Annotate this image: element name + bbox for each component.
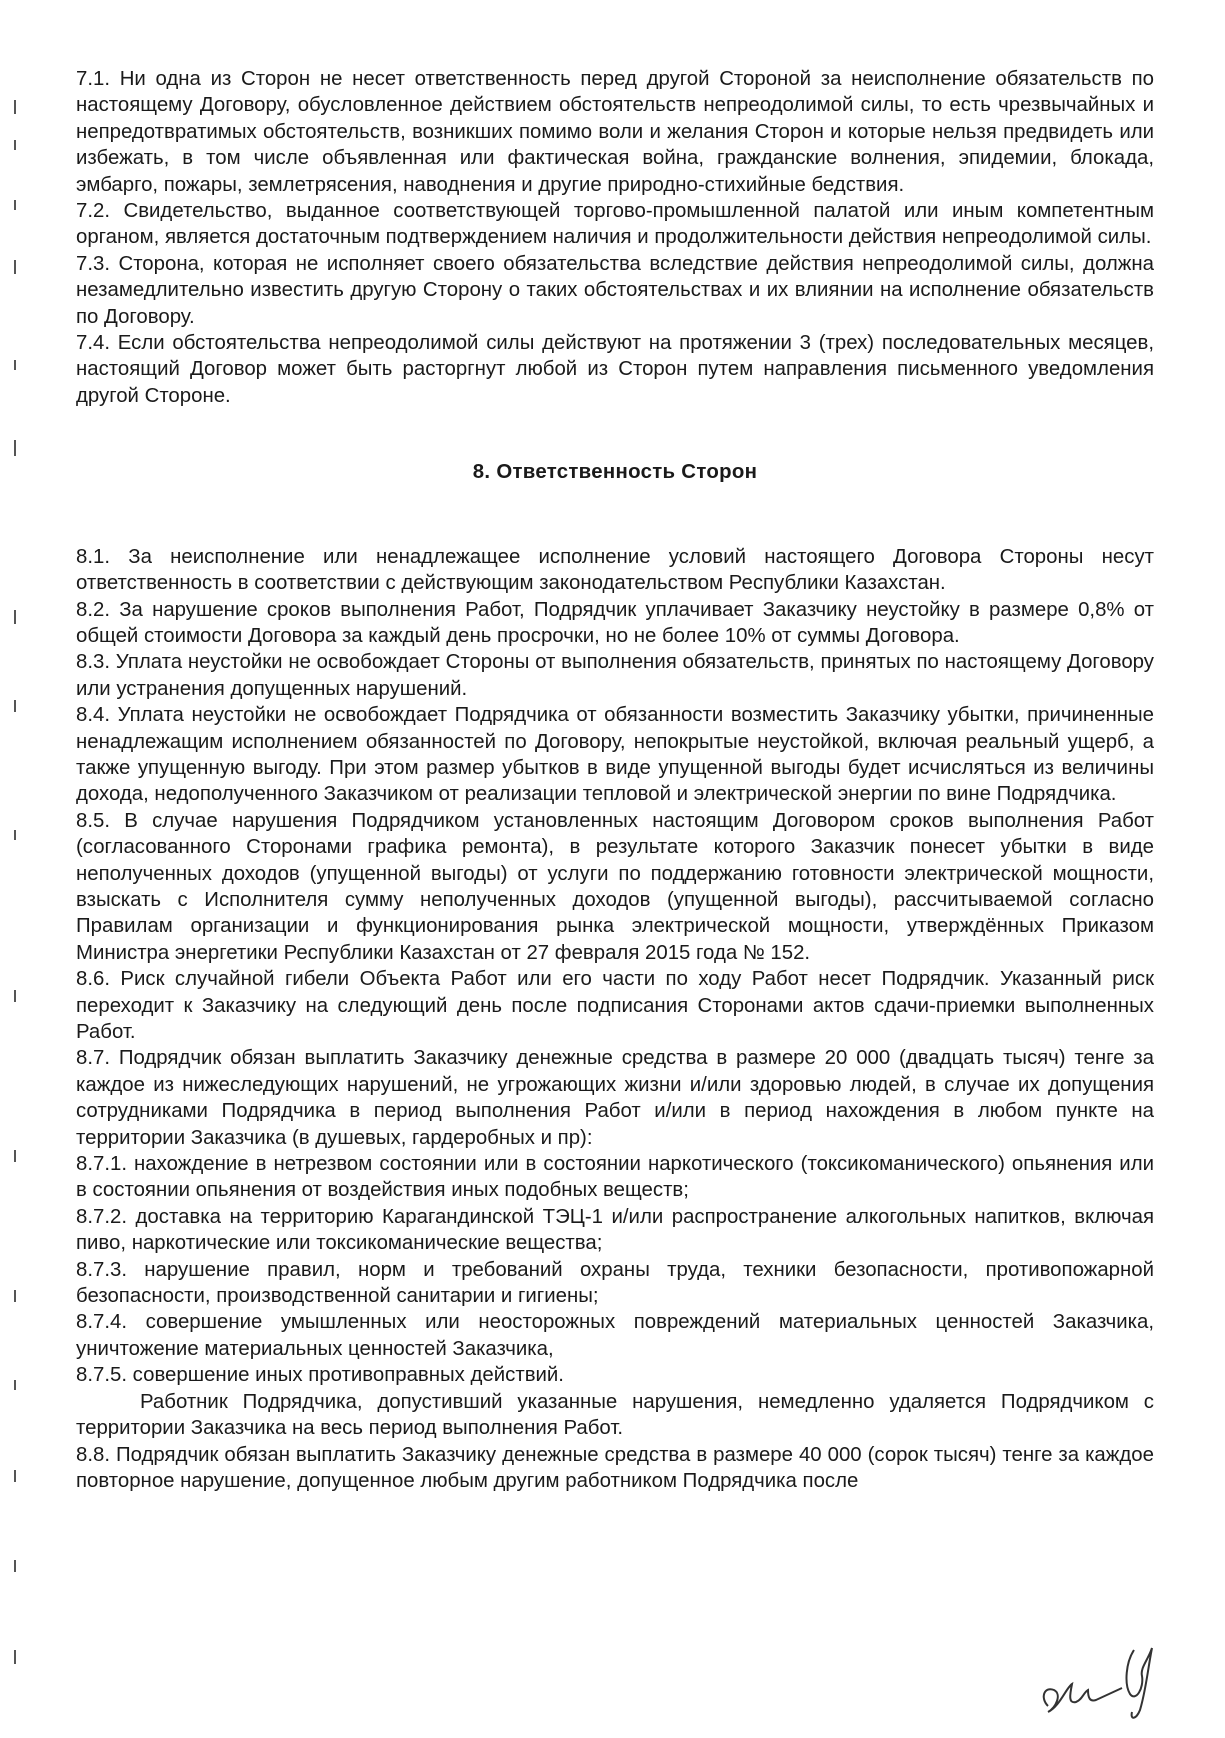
clause-8-4: 8.4. Уплата неустойки не освобождает Подрядчика от обязанности возместить Заказчику убытки, причиненные ненадлежащим исполнением обязанностей по Договору, непокрытые неустойкой, включая реальный ущерб, а также упущенную выгоду. При этом размер убытков в виде упущенной выгоды будет исчисляться из величины дохода, недополученного Заказчиком от реализации тепловой и электрической энергии по вине Подрядчика.	[76, 704, 1154, 806]
clause-8-8: 8.8. Подрядчик обязан выплатить Заказчику денежные средства в размере 40 000 (сорок тысяч) тенге за каждое повторное нарушение, допущенное любым другим работником Подрядчика после	[76, 1443, 1154, 1492]
clause-8-7: 8.7. Подрядчик обязан выплатить Заказчику денежные средства в размере 20 000 (двадцать тысяч) тенге за каждое из нижеследующих нарушений, не угрожающих жизни и/или здоровью людей, в случае их допущения сотрудниками Подрядчика в период выполнения Работ и/или в период нахождения в любом пункте на территории Заказчика (в душевых, гардеробных и пр):	[76, 1047, 1154, 1149]
clause-8-1: 8.1. За неисполнение или ненадлежащее исполнение условий настоящего Договора Стороны несут ответственность в соответствии с действующим законодательством Республики Казахстан.	[76, 545, 1154, 595]
clause-7-2: 7.2. Свидетельство, выданное соответствующей торгово-промышленной палатой или иным компетентным органом, является достаточным подтверждением наличия и продолжительности действия непреодолимой силы.	[76, 200, 1154, 249]
clause-8-3: 8.3. Уплата неустойки не освобождает Стороны от выполнения обязательств, принятых по настоящему Договору или устранения допущенных нарушений.	[76, 651, 1154, 700]
clause-8-7-4: 8.7.4. совершение умышленных или неосторожных повреждений материальных ценностей Заказчика, уничтожение материальных ценностей Заказчика,	[76, 1311, 1154, 1360]
scan-margin-mark	[14, 200, 16, 210]
scan-margin-mark	[14, 1290, 16, 1302]
clause-8-7-3: 8.7.3. нарушение правил, норм и требований охраны труда, техники безопасности, противопожарной безопасности, производственной санитарии и гигиены;	[76, 1258, 1154, 1308]
document-page	[76, 66, 1154, 1494]
scan-margin-mark	[14, 360, 16, 370]
handwritten-signature	[1030, 1628, 1170, 1728]
clause-7-4: 7.4. Если обстоятельства непреодолимой силы действуют на протяжении 3 (трех) последовательных месяцев, настоящий Договор может быть расторгнут любой из Сторон путем направления письменного уведомления другой Стороне.	[76, 332, 1154, 407]
clause-8-5: 8.5. В случае нарушения Подрядчиком установленных настоящим Договором сроков выполнения Работ (согласованного Сторонами графика ремонта), в результате которого Заказчик понесет убытки в виде неполученных доходов (упущенной выгоды) от услуги по поддержанию готовности электрической мощности, взыскать с Исполнителя сумму неполученных доходов (упущенной выгоды), рассчитываемой согласно Правилам организации и функционирования рынка электрической мощности, утверждённых Приказом Министра энергетики Республики Казахстан от 27 февраля 2015 года № 152.	[76, 809, 1154, 964]
clause-8-7-5: 8.7.5. совершение иных противоправных действий.	[76, 1364, 564, 1387]
clause-8-7-1: 8.7.1. нахождение в нетрезвом состоянии или в состоянии наркотического (токсикоманического) опьянения или в состоянии опьянения от воздействия иных подобных веществ;	[76, 1153, 1154, 1202]
clause-8-7-2: 8.7.2. доставка на территорию Карагандинской ТЭЦ-1 и/или распространение алкогольных напитков, включая пиво, наркотические или токсикоманические вещества;	[76, 1205, 1154, 1255]
scan-margin-mark	[14, 830, 16, 840]
scan-margin-mark	[14, 1150, 16, 1162]
scan-margin-mark	[14, 1470, 16, 1482]
scan-margin-mark	[14, 1380, 16, 1390]
scan-margin-mark	[14, 610, 16, 624]
scan-margin-mark	[14, 440, 16, 456]
scan-margin-mark	[14, 140, 16, 150]
scan-margin-mark	[14, 1560, 16, 1572]
scan-margin-mark	[14, 1650, 16, 1664]
scan-margin-mark	[14, 100, 16, 114]
scan-margin-mark	[14, 260, 16, 274]
scan-margin-mark	[14, 700, 16, 712]
scan-margin-mark	[14, 990, 16, 1002]
clause-8-2: 8.2. За нарушение сроков выполнения Работ, Подрядчик уплачивает Заказчику неустойку в размере 0,8% от общей стоимости Договора за каждый день просрочки, но не более 10% от суммы Договора.	[76, 598, 1154, 647]
clause-7-3: 7.3. Сторона, которая не исполняет своего обязательства вследствие действия непреодолимой силы, должна незамедлительно известить другую Сторону о таких обстоятельствах и их влиянии на исполнение обязательств по Договору.	[76, 252, 1154, 328]
worker-removal-note: Работник Подрядчика, допустивший указанные нарушения, немедленно удаляется Подрядчиком с территории Заказчика на весь период выполнения Работ.	[76, 1390, 1154, 1440]
clause-8-6: 8.6. Риск случайной гибели Объекта Работ или его части по ходу Работ несет Подрядчик. Указанный риск переходит к Заказчику на следующий день после подписания Сторонами актов сдачи-приемки выполненных Работ.	[76, 968, 1154, 1043]
section-8-heading: 8. Ответственность Сторон	[472, 461, 758, 484]
clause-7-1: 7.1. Ни одна из Сторон не несет ответственность перед другой Стороной за неисполнение обязательств по настоящему Договору, обусловленное действием обстоятельств непреодолимой силы, то есть чрезвычайных и непредотвратимых обстоятельств, возникших помимо воли и желания Сторон и которые нельзя предвидеть или избежать, в том числе объявленная или фактическая война, гражданские волнения, эпидемии, блокада, эмбарго, пожары, землетрясения, наводнения и другие природно-стихийные бедствия.	[76, 68, 1154, 196]
